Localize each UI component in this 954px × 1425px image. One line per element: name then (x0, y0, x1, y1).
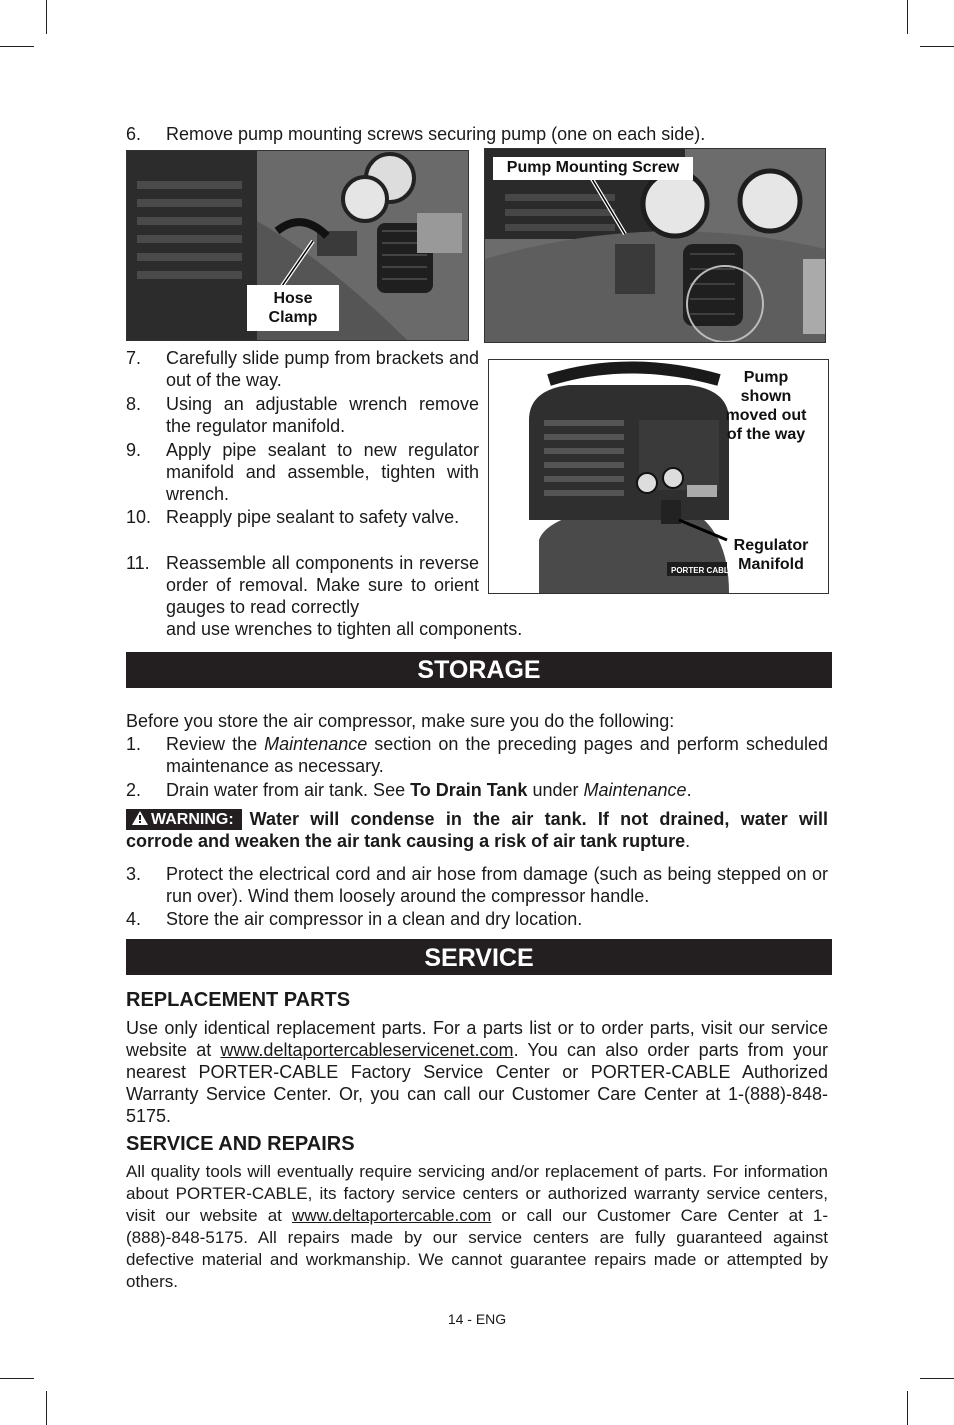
callout-pump-moved: Pump shown moved out of the way (725, 369, 807, 443)
storage-item-3 (126, 863, 828, 907)
step-number: 6. (126, 124, 142, 144)
storage-banner (126, 652, 832, 688)
item-number: 3. (126, 864, 142, 884)
step-text: Apply pipe sealant to new regulator manifold and assemble, tighten with wrench. (166, 440, 479, 504)
replacement-parts-heading: REPLACEMENT PARTS (126, 989, 351, 1011)
photo-pump-mounting-screw (484, 148, 826, 343)
warning-badge (126, 809, 242, 830)
item-text-part: under (527, 780, 584, 800)
item-text (166, 779, 828, 801)
step-text: Reassemble all components in reverse order of removal. Make sure to orient gauges to read correctly (166, 553, 479, 617)
step-8 (126, 393, 479, 437)
step-text: and use wrenches to tighten all components. (166, 619, 523, 639)
crop-mark (907, 1391, 908, 1425)
step-6 (126, 123, 832, 145)
storage-item-4 (126, 908, 828, 930)
step-number: 9. (126, 440, 142, 460)
callout-hose-clamp: Hose Clamp (247, 285, 339, 331)
item-text-part: section on the preceding pages and perform scheduled maintenance as necessary. (166, 734, 829, 776)
item-text (166, 733, 828, 777)
service-banner (126, 939, 832, 975)
crop-mark (46, 1391, 47, 1425)
callout-regulator-manifold: Regulator Manifold (733, 537, 809, 573)
step-text: Using an adjustable wrench remove the regulator manifold. (166, 394, 479, 436)
page-number: 14 - ENG (447, 1311, 507, 1327)
service-website-link[interactable]: www.deltaportercableservicenet.com (220, 1040, 514, 1060)
service-title: SERVICE (424, 944, 534, 972)
step-number: 11. (126, 553, 150, 573)
warning-label: WARNING: (151, 811, 234, 828)
item-text-part: Review the (166, 734, 265, 754)
crop-mark (0, 46, 34, 47)
storage-item-1 (126, 733, 828, 777)
photo-regulator-manifold (488, 359, 829, 594)
service-repairs-heading: SERVICE AND REPAIRS (126, 1133, 355, 1155)
step-text: Carefully slide pump from brackets and out of the way. (166, 348, 479, 390)
warning-triangle-icon (132, 811, 148, 825)
crop-mark (920, 46, 954, 47)
paragraph-text: or call our Customer Care Center at 1-(888)-848-5175. All repairs made by our service centers are fully guaranteed against defective material and workmanship. We cannot guarantee repairs made or attempted by others. (126, 1206, 828, 1291)
step-11 (126, 552, 479, 618)
step-10 (126, 506, 479, 550)
item-number: 1. (126, 734, 142, 754)
storage-title: STORAGE (417, 656, 541, 684)
step-text: Remove pump mounting screws securing pump (one on each side). (166, 124, 706, 144)
item-number: 4. (126, 909, 142, 929)
item-text-part: Drain water from air tank. See (166, 780, 411, 800)
step-number: 8. (126, 394, 142, 414)
warning-block (126, 808, 828, 852)
maintenance-reference: Maintenance (583, 780, 687, 800)
crop-mark (0, 1378, 34, 1379)
crop-mark (46, 0, 47, 34)
crop-mark (920, 1378, 954, 1379)
company-website-link[interactable]: www.deltaportercable.com (291, 1206, 492, 1225)
step-text: Reapply pipe sealant to safety valve. (166, 507, 460, 527)
paragraph-text: Use only identical replacement parts. For a parts list or to order parts, visit our service website at (126, 1018, 828, 1060)
service-repairs-text (126, 1161, 828, 1293)
paragraph-text: All quality tools will eventually require servicing and/or replacement of parts. For information about PORTER-CABLE, its factory service centers or authorized warranty service centers, visit our website at (126, 1162, 828, 1225)
step-9 (126, 439, 479, 505)
storage-intro: Before you store the air compressor, make sure you do the following: (126, 711, 675, 731)
step-number: 10. (126, 507, 152, 527)
item-text: Protect the electrical cord and air hose from damage (such as being stepped on or run over). Wind them loosely around the compressor handle. (166, 864, 828, 906)
replacement-parts-text (126, 1017, 828, 1127)
item-text: Store the air compressor in a clean and dry location. (166, 909, 583, 929)
step-7 (126, 347, 479, 391)
maintenance-reference: Maintenance (264, 734, 368, 754)
photo-hose-clamp (126, 150, 469, 341)
step-number: 7. (126, 348, 142, 368)
storage-item-2 (126, 779, 828, 801)
drain-tank-reference: To Drain Tank (410, 780, 528, 800)
warning-text-end: . (685, 831, 691, 851)
warning-text: Water will condense in the air tank. If not drained, water will corrode and weaken the air tank causing a risk of air tank rupture (126, 809, 828, 851)
brand-label: PORTER CABLE (671, 566, 735, 575)
crop-mark (907, 0, 908, 34)
callout-pump-mounting-screw: Pump Mounting Screw (493, 157, 693, 180)
item-text-part: . (686, 780, 692, 800)
step-11-continued (166, 618, 586, 640)
paragraph-text: . You can also order parts from your nearest PORTER-CABLE Factory Service Center or PORTER-CABLE Authorized Warranty Service Center. Or, you can call our Customer Care Center at 1-(888)-848-5175. (126, 1040, 829, 1126)
item-number: 2. (126, 780, 142, 800)
